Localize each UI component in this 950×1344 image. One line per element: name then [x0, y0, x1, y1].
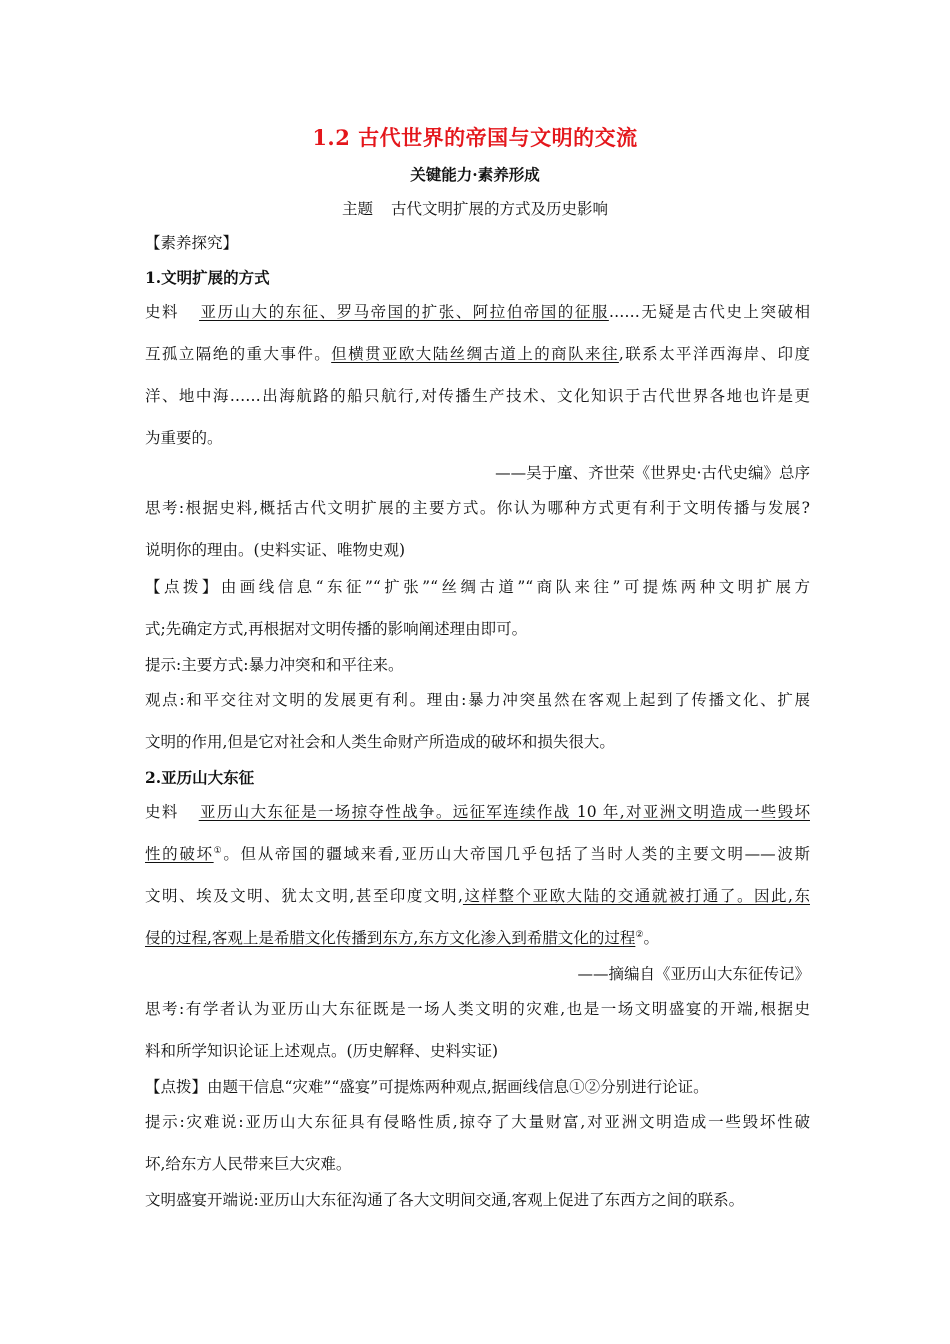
s1-source-line-1 [145, 300, 810, 322]
s2-tip: 【点拨】由题干信息“灾难”“盛宴”可提炼两种观点,据画线信息①②分别进行论证。 [145, 1078, 709, 1096]
footnote-marker-2: ② [635, 929, 644, 940]
page-title: 1.2 古代世界的帝国与文明的交流 [312, 125, 638, 150]
s1-tip-line-2: 式;先确定方式,再根据对文明传播的影响阐述理由即可。 [145, 620, 528, 638]
s1-think-line-2: 说明你的理由。(史料实证、唯物史观) [145, 541, 406, 559]
s2-text-3: 文明、埃及文明、犹太文明,甚至印度文明, [145, 887, 463, 905]
s1-tip-line-1: 【点拨】由画线信息“东征”“扩张”“丝绸古道”“商队来往”可提炼两种文明扩展方 [145, 578, 810, 596]
s2-text-4: 。 [643, 929, 659, 947]
s1-think-line-1: 思考:根据史料,概括古代文明扩展的主要方式。你认为哪种方式更有利于文明传播与发展? [145, 499, 810, 517]
s2-source-label: 史料 [145, 803, 179, 821]
s1-source-label: 史料 [145, 303, 180, 321]
s2-hint-line-2: 坏,给东方人民带来巨大灾难。 [145, 1155, 352, 1173]
s1-text-1: ……无疑是古代史上突破相 [608, 303, 810, 321]
section-header: 【素养探究】 [145, 234, 239, 252]
s2-source-line-2 [145, 842, 810, 864]
topic-line [0, 197, 950, 219]
s1-text-2b: ,联系太平洋西海岸、印度 [618, 345, 810, 363]
s1-view-line-2: 文明的作用,但是它对社会和人类生命财产所造成的破坏和损失很大。 [145, 733, 615, 751]
section-1-heading: 1.文明扩展的方式 [145, 268, 270, 287]
topic-text: 古代文明扩展的方式及历史影响 [391, 200, 609, 218]
s2-underlined-text-4: 侵的过程,客观上是希腊文化传播到东方,东方文化渗入到希腊文化的过程 [145, 929, 636, 947]
topic-label: 主题 [341, 200, 373, 218]
s1-hint: 提示:主要方式:暴力冲突和和平往来。 [145, 656, 404, 674]
s2-source-line-4 [145, 926, 659, 948]
s2-source-line-3 [145, 884, 810, 906]
s1-underlined-text-2: 但横贯亚欧大陆丝绸古道上的商队来往 [331, 345, 619, 363]
s1-underlined-text-1: 亚历山大的东征、罗马帝国的扩张、阿拉伯帝国的征服 [199, 303, 609, 321]
s1-view-line-1: 观点:和平交往对文明的发展更有利。理由:暴力冲突虽然在客观上起到了传播文化、扩展 [145, 691, 810, 709]
s2-hint-line-3: 文明盛宴开端说:亚历山大东征沟通了各大文明间交通,客观上促进了东西方之间的联系。 [145, 1191, 745, 1209]
s2-citation: ——摘编自《亚历山大东征传记》 [577, 965, 810, 983]
page-subtitle: 关键能力·素养形成 [410, 165, 540, 184]
s1-citation: ——吴于廑、齐世荣《世界史·古代史编》总序 [495, 464, 810, 482]
s2-underlined-text-3: 这样整个亚欧大陆的交通就被打通了。因此,东 [462, 887, 810, 905]
s2-text-2: 。但从帝国的疆域来看,亚历山大帝国几乎包括了当时人类的主要文明——波斯 [223, 845, 810, 863]
s1-source-line-2 [145, 342, 810, 364]
s1-source-line-4: 为重要的。 [145, 429, 223, 447]
s2-hint-line-1: 提示:灾难说:亚历山大东征具有侵略性质,掠夺了大量财富,对亚洲文明造成一些毁坏性破 [145, 1113, 810, 1131]
s2-underlined-text-2: 性的破坏 [145, 845, 214, 863]
s2-think-line-2: 料和所学知识论证上述观点。(历史解释、史料实证) [145, 1042, 499, 1060]
s2-think-line-1: 思考:有学者认为亚历山大东征既是一场人类文明的灾难,也是一场文明盛宴的开端,根据史 [145, 1000, 810, 1018]
s2-underlined-text-1: 亚历山大东征是一场掠夺性战争。远征军连续作战 10 年,对亚洲文明造成一些毁坏 [198, 803, 810, 821]
s1-source-line-3: 洋、地中海……出海航路的船只航行,对传播生产技术、文化知识于古代世界各地也许是更 [145, 387, 810, 405]
s2-source-line-1 [145, 800, 810, 822]
footnote-marker-1: ① [213, 845, 224, 856]
section-2-heading: 2.亚历山大东征 [145, 768, 255, 787]
s1-text-2a: 互孤立隔绝的重大事件。 [145, 345, 332, 363]
